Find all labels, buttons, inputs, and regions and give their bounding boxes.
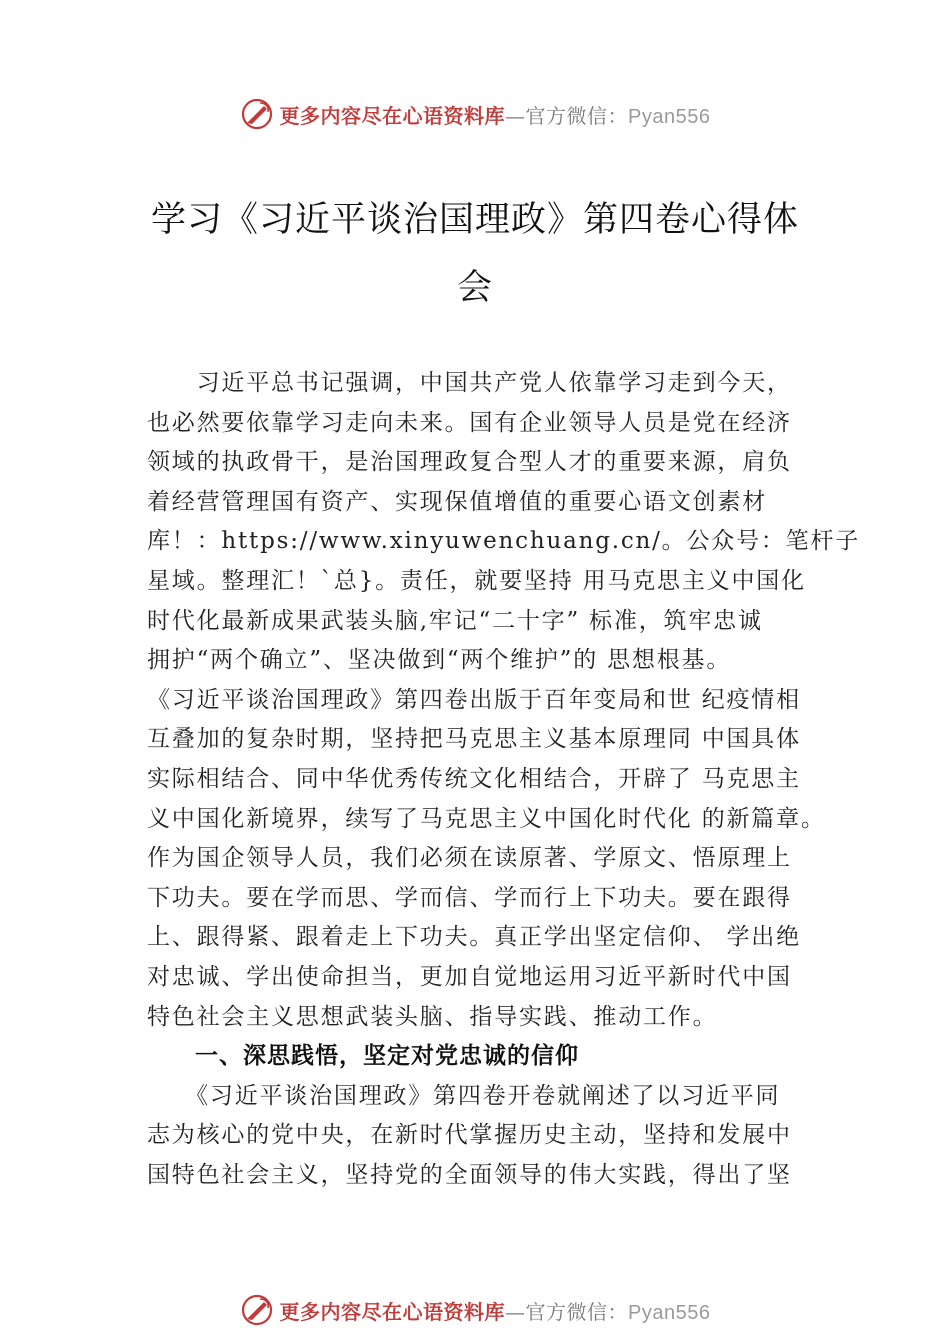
body-line: 着经营管理国有资产、实现保值增值的重要心语文创素材 — [147, 488, 767, 515]
body-line: 星域。整理汇！`总}。责任，就要坚持 用马克思主义中国化 — [147, 567, 806, 594]
body-line: 也必然要依靠学习走向未来。国有企业领导人员是党在经济 — [147, 409, 792, 436]
body-line: 习近平总书记强调，中国共产党人依靠学习走到今天， — [147, 370, 792, 396]
watermark-main-text: 更多内容尽在心语资料库 — [279, 103, 506, 128]
body-line: 下功夫。要在学而思、学而信、学而行上下功夫。要在跟得 — [147, 884, 792, 911]
body-line: 库！：https://www.xinyuwenchuang.cn/。公众号：笔杆子 — [147, 528, 861, 555]
quill-logo-icon — [240, 97, 274, 131]
watermark-separator-text: —官方微信： — [505, 103, 629, 128]
body-line: 志为核心的党中央，在新时代掌握历史主动，坚持和发展中 — [147, 1122, 792, 1149]
quill-logo-icon — [240, 1293, 274, 1327]
body-line: 拥护“两个确立”、坚决做到“两个维护”的 思想根基。 — [147, 647, 732, 674]
section-heading: 一、深思践悟，坚定对党忠诚的信仰 — [147, 1043, 579, 1070]
watermark-separator-text: —官方微信： — [505, 1299, 629, 1324]
body-line: 时代化最新成果武装头脑,牢记“二十字” 标准，筑牢忠诚 — [147, 607, 763, 634]
title-line-2: 会 — [456, 268, 493, 308]
watermark-main-text: 更多内容尽在心语资料库 — [279, 1299, 506, 1324]
footer-watermark — [0, 1290, 950, 1330]
body-line: 领域的执政骨干，是治国理政复合型人才的重要来源，肩负 — [147, 449, 792, 476]
header-watermark — [0, 94, 950, 134]
document-body — [147, 364, 861, 1195]
body-line: 实际相结合、同中华优秀传统文化相结合，开辟了 马克思主 — [147, 765, 801, 792]
body-line: 互叠加的复杂时期，坚持把马克思主义基本原理同 中国具体 — [147, 726, 801, 753]
body-line: 义中国化新境界，续写了马克思主义中国化时代化 的新篇章。 — [147, 805, 826, 832]
watermark-wechat-id: Pyan556 — [628, 1301, 711, 1324]
body-line: 《习近平谈治国理政》第四卷开卷就阐述了以习近平同 — [147, 1082, 781, 1109]
body-line: 对忠诚、学出使命担当，更加自觉地运用习近平新时代中国 — [147, 963, 792, 990]
body-line: 上、跟得紧、跟着走上下功夫。真正学出坚定信仰、 学出绝 — [147, 924, 801, 951]
body-line: 国特色社会主义，坚持党的全面领导的伟大实践，得出了坚 — [147, 1161, 792, 1188]
document-title — [140, 186, 810, 322]
body-line: 特色社会主义思想武装头脑、指导实践、推动工作。 — [147, 1003, 718, 1030]
body-line: 《习近平谈治国理政》第四卷出版于百年变局和世 纪疫情相 — [147, 686, 801, 713]
title-line-1: 学习《习近平谈治国理政》第四卷心得体 — [150, 200, 799, 240]
watermark-wechat-id: Pyan556 — [628, 105, 711, 128]
body-line: 作为国企领导人员，我们必须在读原著、学原文、悟原理上 — [147, 845, 792, 872]
